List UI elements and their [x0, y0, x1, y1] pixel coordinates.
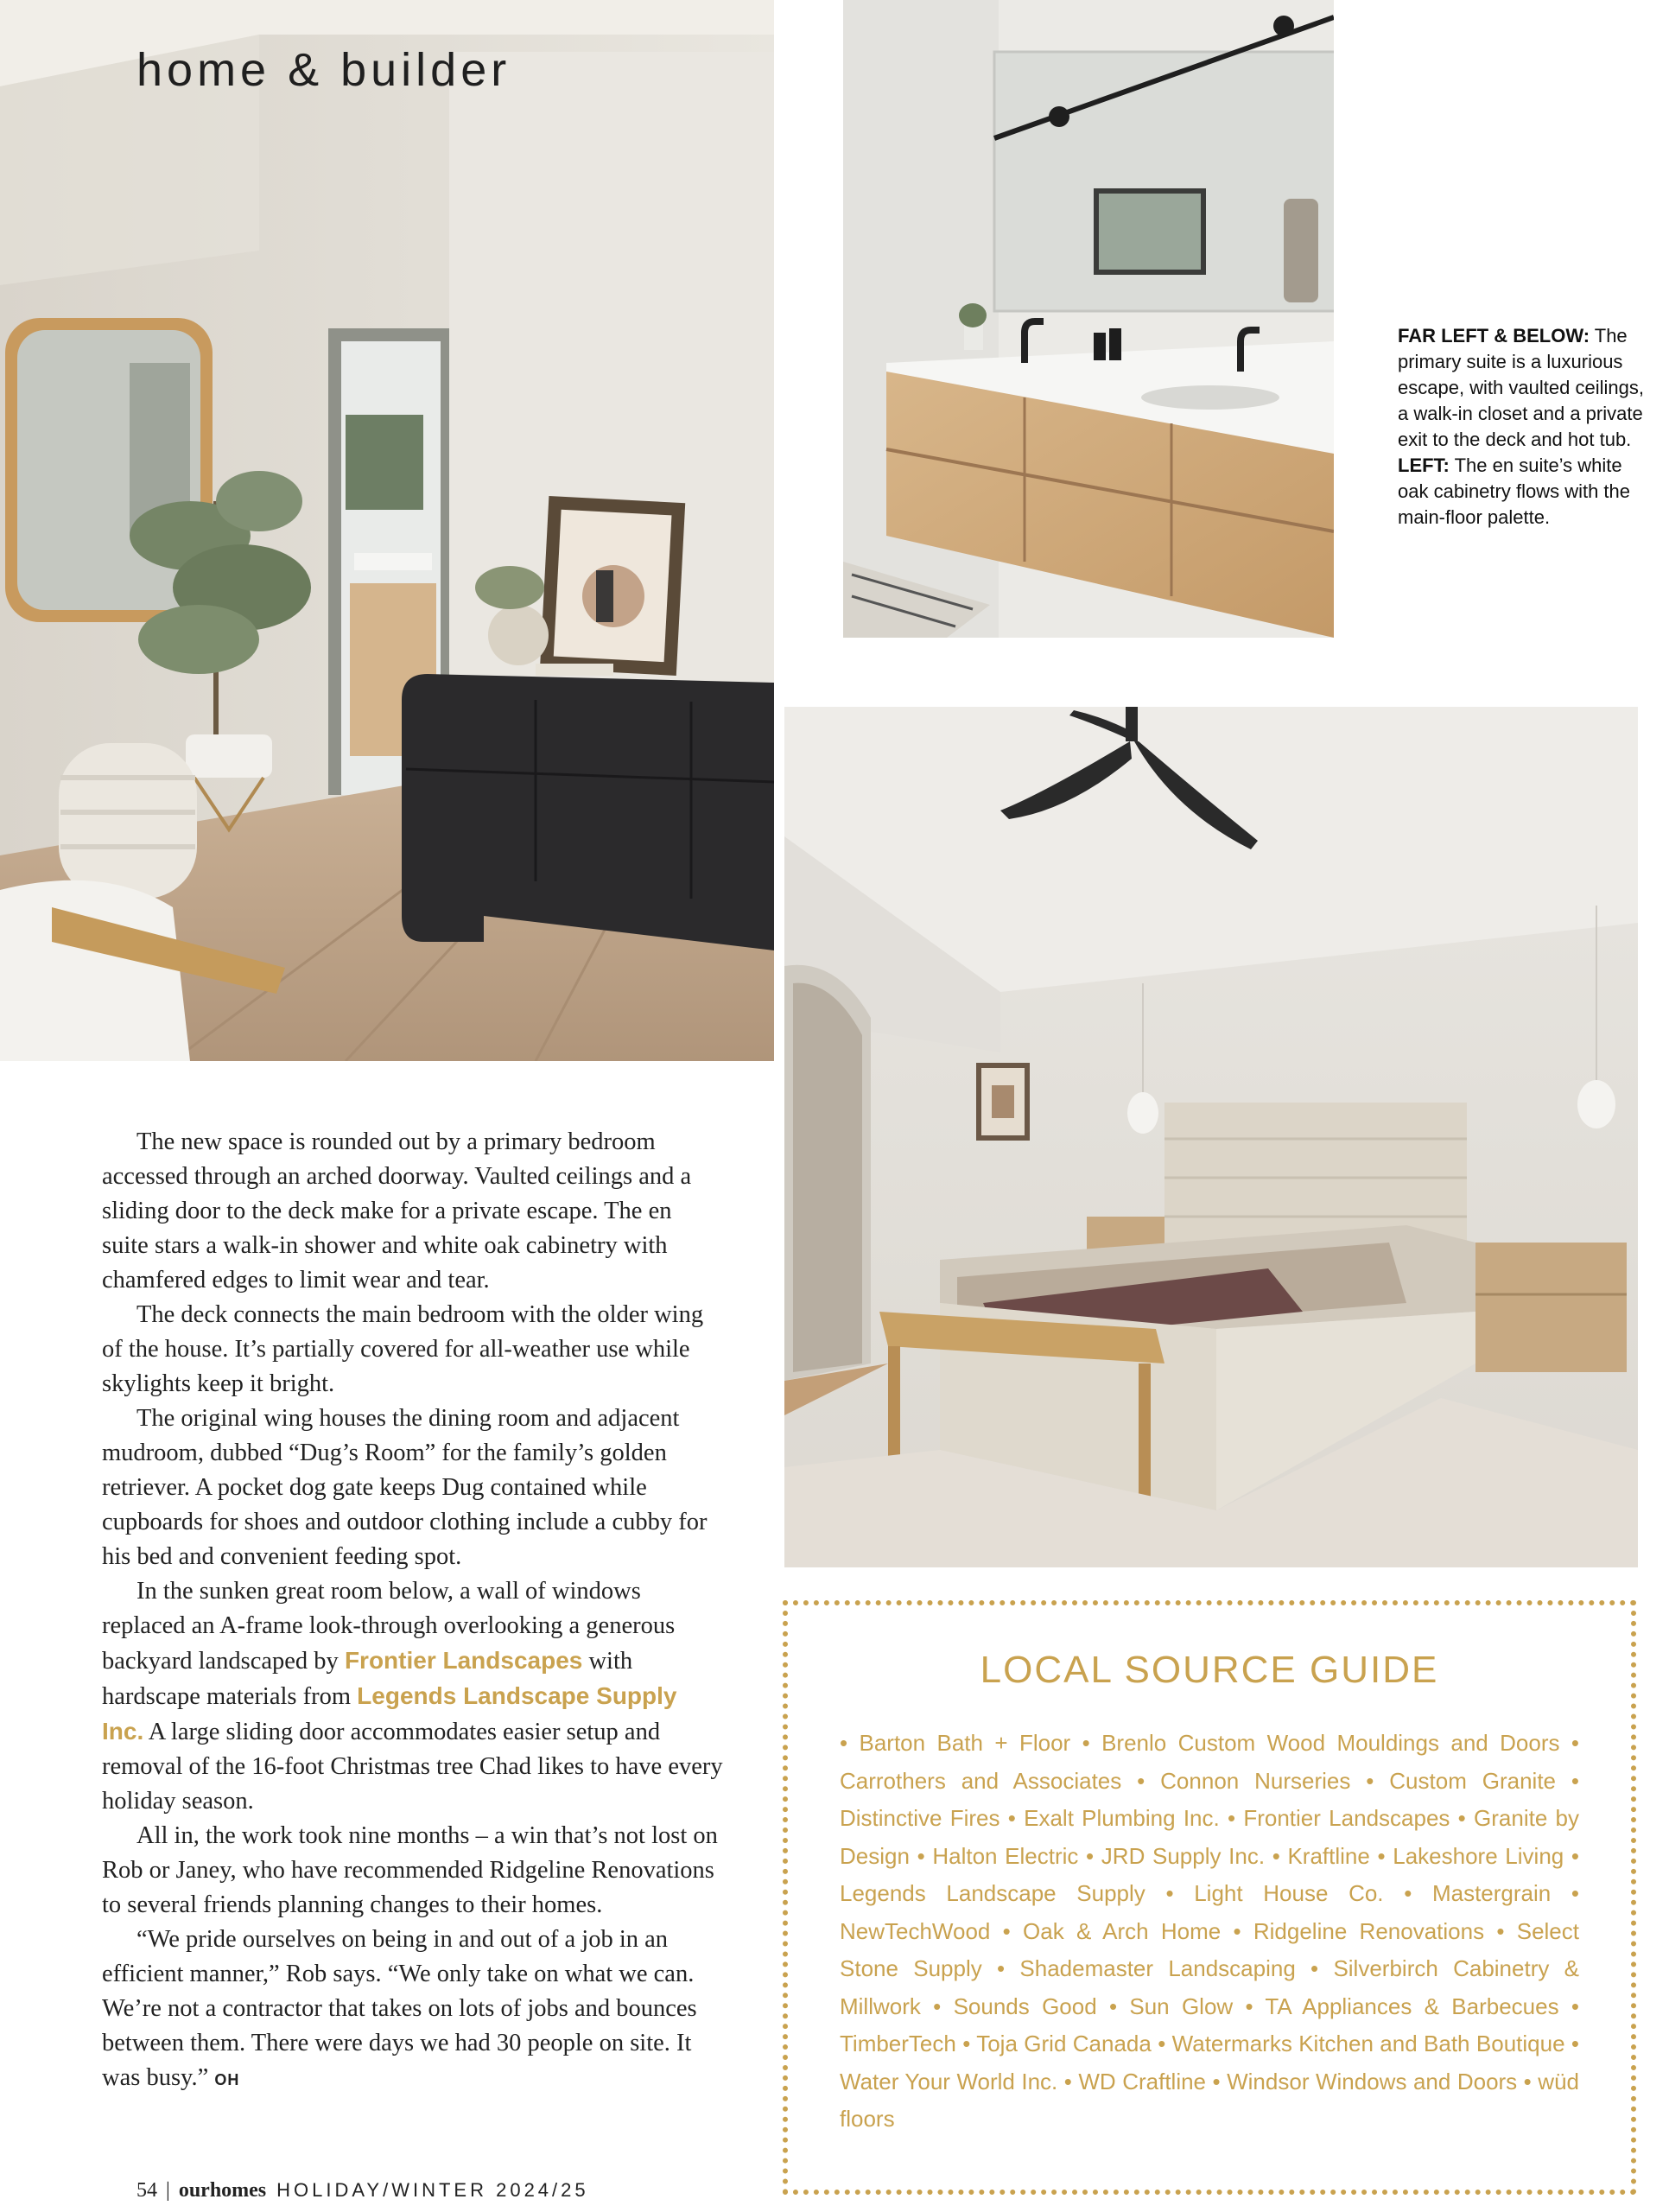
article-paragraph: The deck connects the main bedroom with the older wing of the house. It’s partially covered for all-weather use while skylights keep it bright.	[102, 1301, 704, 1397]
article-text: with hardscape materials from	[102, 1648, 633, 1710]
page-number: 54	[136, 2179, 157, 2202]
source-guide-list: • Barton Bath + Floor • Brenlo Custom Wood Mouldings and Doors • Carrothers and Associates • Connon Nurseries • Custom Granite • Distinctive Fires • Exalt Plumbing Inc. • Frontier Landscapes • Granite by Design • Halton Electric • JRD Supply Inc. • Kraftline • Lakeshore Living • Legends Landscape Supply • Light House Co. • Mastergrain • NewTechWood • Oak & Arch Home • Ridgeline Renovations • Select Stone Supply • Shademaster Landscaping • Silverbirch Cabinetry & Millwork • Sounds Good • Sun Glow • TA Appliances & Barbecues • TimberTech • Toja Grid Canada • Watermarks Kitchen and Bath Boutique • Water Your World Inc. • WD Craftline • Windsor Windows and Doors • wüd floors	[840, 1730, 1579, 2132]
section-title: home & builder	[136, 44, 511, 96]
article-paragraph: The original wing houses the dining room and adjacent mudroom, dubbed “Dug’s Room” for the family’s golden retriever. A pocket dog gate keeps Dug contained while cupboards for shoes and outdoor clothing include a cubby for his bed and convenient feeding spot.	[102, 1405, 708, 1570]
frontier-landscapes-link[interactable]: Frontier Landscapes	[344, 1647, 583, 1674]
end-mark: OH	[214, 2071, 240, 2088]
caption-label-far-left: FAR LEFT & BELOW:	[1398, 325, 1590, 346]
magazine-name: ourhomes	[178, 2179, 267, 2202]
article-text: In the sunken great room below, a wall of windows replaced an A-frame look-through overlooking a generous backyard landscaped by	[102, 1578, 676, 1675]
article-paragraph	[102, 1923, 724, 2097]
ensuite-vanity-photo	[843, 0, 1334, 638]
source-guide-title: LOCAL SOURCE GUIDE	[980, 1649, 1439, 1691]
primary-bedroom-photo	[784, 707, 1638, 1567]
issue-label: HOLIDAY/WINTER 2024/25	[276, 2179, 589, 2201]
article-paragraph	[102, 1574, 724, 1819]
article-text: A large sliding door accommodates easier setup and removal of the 16-foot Christmas tree Chad likes to have every holiday season.	[102, 1719, 723, 1815]
article-paragraph: All in, the work took nine months – a win that’s not lost on Rob or Janey, who have recommended Ridgeline Renovations to several friends planning changes to their homes.	[102, 1822, 718, 1918]
footer-separator: |	[166, 2179, 170, 2202]
article-body	[102, 1125, 724, 2097]
photo-caption	[1398, 323, 1648, 531]
caption-text-left: The en suite’s white oak cabinetry flows with the main-floor palette.	[1398, 454, 1631, 528]
caption-label-left: LEFT:	[1398, 454, 1450, 476]
page-footer	[136, 2179, 589, 2202]
legends-landscape-link[interactable]: Legends Landscape Supply Inc.	[102, 1682, 677, 1745]
bedroom-corner-photo	[0, 0, 774, 1061]
article-paragraph: The new space is rounded out by a primary bedroom accessed through an arched doorway. Vaulted ceilings and a sliding door to the deck make for a private escape. The en suite stars a walk-in shower and white oak cabinetry with chamfered edges to limit wear and tear.	[102, 1128, 692, 1294]
caption-text-far-left: The primary suite is a luxurious escape, with vaulted ceilings, a walk-in closet and a private exit to the deck and hot tub.	[1398, 325, 1644, 450]
article-text: “We pride ourselves on being in and out of a job in an efficient manner,” Rob says. “We only take on what we can. We’re not a contractor that takes on lots of jobs and bounces between them. There were days we had 30 people on site. It was busy.”	[102, 1926, 697, 2091]
